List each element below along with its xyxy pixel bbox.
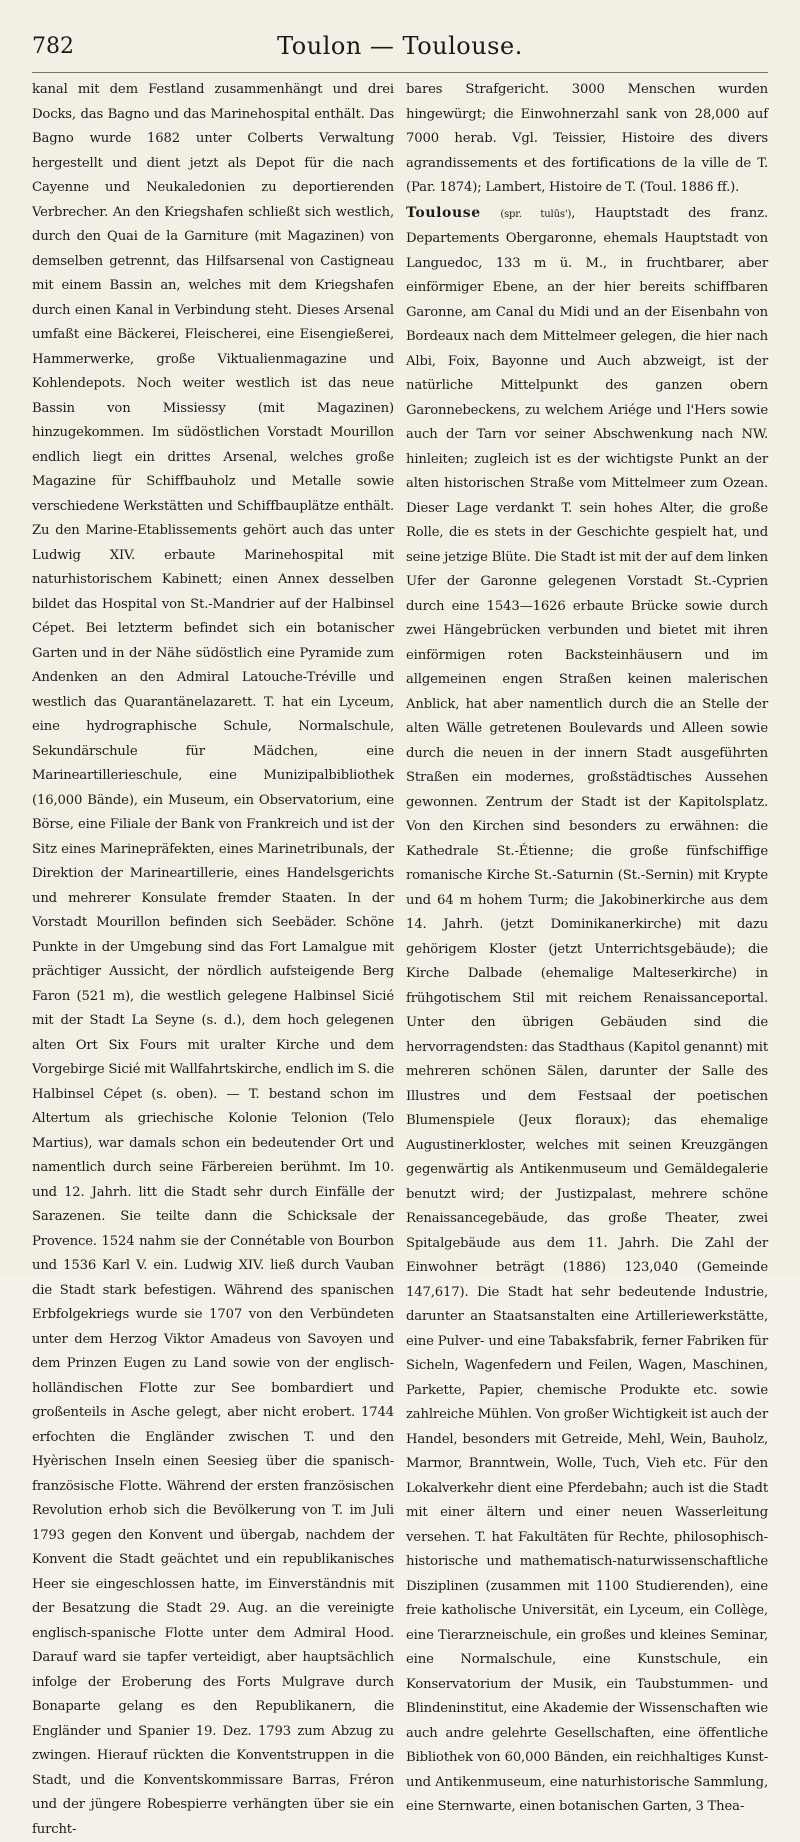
page-header [32, 32, 768, 68]
left-column [32, 78, 394, 1837]
running-title: Toulon — Toulouse. [277, 32, 523, 60]
headword-toulouse: Toulouse [406, 204, 481, 221]
toulouse-article-text: , Hauptstadt des franz. Departements Obergaronne, ehemals Hauptstadt von Languedoc, 133 m ü. M., in fruchtbarer, aber einförmiger Ebene, an der hier bereits schiffbaren Garonne, am Canal du Midi und an der Eisenbahn von Bordeaux nach dem Mittelmeer gelegen, die hier nach Albi, Foix, Bayonne und Auch abzweigt, ist der natürliche Mittelpunkt des ganzen obern Garonnebeckens, zu welchem Ariége und l'Hers sowie auch der Tarn vor seiner Abschwenkung nach NW. hinleiten; zugleich ist es der wichtigste Punkt an der alten historischen Straße vom Mittelmeer zum Ozean. Dieser Lage verdankt T. sein hohes Alter, die große Rolle, die es stets in der Geschichte gespielt hat, und seine jetzige Blüte. Die Stadt ist mit der auf dem linken Ufer der Garonne gelegenen Vorstadt St.-Cyprien durch eine 1543—1626 erbaute Brücke sowie durch zwei Hängebrücken verbunden und bietet mit ihren einförmigen roten Backsteinhäusern und im allgemeinen engen Straßen keinen malerischen Anblick, hat aber namentlich durch die an Stelle der alten Wälle getretenen Boulevards und Alleen sowie durch die neuen in der innern Stadt ausgeführten Straßen ein modernes, großstädtisches Aussehen gewonnen. Zentrum der Stadt ist der Kapitolsplatz. Von den Kirchen sind besonders zu erwähnen: die Kathedrale St.-Étienne; die große fünfschiffige romanische Kirche St.-Saturnin (St.-Sernin) mit Krypte und 64 m hohem Turm; die Jakobinerkirche aus dem 14. Jahrh. (jetzt Dominikanerkirche) mit dazu gehörigem Kloster (jetzt Unterrichtsgebäude); die Kirche Dalbade (ehemalige Malteserkirche) in frühgotischem Stil mit reichem Renaissanceportal. Unter den übrigen Gebäuden sind die hervorragendsten: das Stadthaus (Kapitol genannt) mit mehreren schönen Sälen, darunter der Salle des Illustres und dem Festsaal der poetischen Blumenspiele (Jeux floraux); das ehemalige Augustinerkloster, welches mit seinen Kreuzgängen gegenwärtig als Antikenmuseum und Gemäldegalerie benutzt wird; der Justizpalast, mehrere schöne Renaissancegebäude, das große Theater, zwei Spitalgebäude aus dem 11. Jahrh. Die Zahl der Einwohner beträgt (1886) 123,040 (Gemeinde 147,617). Die Stadt hat sehr bedeutende Industrie, darunter an Staatsanstalten eine Artilleriewerkstätte, eine Pulver- und eine Tabaksfabrik, ferner Fabriken für Sicheln, Wagenfedern und Feilen, Wagen, Maschinen, Parkette, Papier, chemische Produkte etc. sowie zahlreiche Mühlen. Von großer Wichtigkeit ist auch der Handel, besonders mit Getreide, Mehl, Wein, Bauholz, Marmor, Branntwein, Wolle, Tuch, Vieh etc. Für den Lokalverkehr dient eine Pferdebahn; auch ist die Stadt mit einer ältern und einer neuen Wasserleitung versehen. T. hat Fakultäten für Rechte, philosophisch-historische und mathematisch-naturwissenschaftliche Disziplinen (zusammen mit 1100 Studierenden), eine freie katholische Universität, ein Lyceum, ein Collège, eine Tierarzneischule, ein großes und kleines Seminar, eine Normalschule, eine Kunstschule, ein Konservatorium der Musik, ein Taubstummen- und Blindeninstitut, eine Akademie der Wissenschaften wie auch andre gelehrte Gesellschaften, eine öffentliche Bibliothek von 60,000 Bänden, ein reichhaltiges Kunst- und Antikenmuseum, eine naturhistorische Sammlung, eine Sternwarte, einen botanischen Garten, 3 Thea- [406, 205, 768, 1814]
toulouse-article [406, 201, 768, 1820]
toulon-article-end: bares Strafgericht. 3000 Menschen wurden hingewürgt; die Einwohnerzahl sank von 28,000 auf 7000 herab. Vgl. Teissier, Histoire des divers agrandissements et des fortifications de la ville de T. (Par. 1874); Lambert, Histoire de T. (Toul. 1886 ff.). [406, 82, 768, 195]
right-column [406, 78, 768, 1814]
pronunciation: (spr. tulūs') [500, 208, 572, 220]
page-number: 782 [32, 34, 74, 59]
header-rule [32, 72, 768, 73]
toulon-article-text: kanal mit dem Festland zusammenhängt und drei Docks, das Bagno und das Marinehospital enthält. Das Bagno wurde 1682 unter Colberts Verwaltung hergestellt und dient jetzt als Depot für die nach Cayenne und Neukaledonien zu deportierenden Verbrecher. An den Kriegshafen schließt sich westlich, durch den Quai de la Garniture (mit Magazinen) von demselben getrennt, das Hilfsarsenal von Castigneau mit einem Bassin an, welches mit dem Kriegshafen durch einen Kanal in Verbindung steht. Dieses Arsenal umfaßt eine Bäckerei, Fleischerei, eine Eisengießerei, Hammerwerke, große Viktualienmagazine und Kohlendepots. Noch weiter westlich ist das neue Bassin von Missiessy (mit Magazinen) hinzugekommen. Im südöstlichen Vorstadt Mourillon endlich liegt ein drittes Arsenal, welches große Magazine für Schiffbauholz und Metalle sowie verschiedene Werkstätten und Schiffbauplätze enthält. Zu den Marine-Etablissements gehört auch das unter Ludwig XIV. erbaute Marinehospital mit naturhistorischem Kabinett; einen Annex desselben bildet das Hospital von St.-Mandrier auf der Halbinsel Cépet. Bei letzterm befindet sich ein botanischer Garten und in der Nähe südöstlich eine Pyramide zum Andenken an den Admiral Latouche-Tréville und westlich das Quarantänelazarett. T. hat ein Lyceum, eine hydrographische Schule, Normalschule, Sekundärschule für Mädchen, eine Marineartillerieschule, eine Munizipalbibliothek (16,000 Bände), ein Museum, ein Observatorium, eine Börse, eine Filiale der Bank von Frankreich und ist der Sitz eines Marinepräfekten, eines Marinetribunals, der Direktion der Marineartillerie, eines Handelsgerichts und mehrerer Konsulate fremder Staaten. In der Vorstadt Mourillon befinden sich Seebäder. Schöne Punkte in der Umgebung sind das Fort Lamalgue mit prächtiger Aussicht, der nördlich aufsteigende Berg Faron (521 m), die westlich gelegene Halbinsel Sicié mit der Stadt La Seyne (s. d.), dem hoch gelegenen alten Ort Six Fours mit uralter Kirche und dem Vorgebirge Sicié mit Wallfahrtskirche, endlich im S. die Halbinsel Cépet (s. oben). — T. bestand schon im Altertum als griechische Kolonie Telonion (Telo Martius), war damals schon ein bedeutender Ort und namentlich durch seine Färbereien berühmt. Im 10. und 12. Jahrh. litt die Stadt sehr durch Einfälle der Sarazenen. Sie teilte dann die Schicksale der Provence. 1524 nahm sie der Connétable von Bourbon und 1536 Karl V. ein. Ludwig XIV. ließ durch Vauban die Stadt stark befestigen. Während des spanischen Erbfolgekriegs wurde sie 1707 von den Verbündeten unter dem Herzog Viktor Amadeus von Savoyen und dem Prinzen Eugen zu Land sowie von der englisch-holländischen Flotte zur See bombardiert und großenteils in Asche gelegt, aber nicht erobert. 1744 erfochten die Engländer zwischen T. und den Hyèrischen Inseln einen Seesieg über die spanisch-französische Flotte. Während der ersten französischen Revolution erhob sich die Bevölkerung von T. im Juli 1793 gegen den Konvent und übergab, nachdem der Konvent die Stadt geächtet und ein republikanisches Heer sie eingeschlossen hatte, im Einverständnis mit der Besatzung die Stadt 29. Aug. an die vereinigte englisch-spanische Flotte unter dem Admiral Hood. Darauf ward sie tapfer verteidigt, aber hauptsächlich infolge der Eroberung des Forts Mulgrave durch Bonaparte gelang es den Republikanern, die Engländer und Spanier 19. Dez. 1793 zum Abzug zu zwingen. Hierauf rückten die Konventstruppen in die Stadt, und die Konventskommissare Barras, Fréron und der jüngere Robespierre verhängten über sie ein furcht- [32, 82, 394, 1837]
